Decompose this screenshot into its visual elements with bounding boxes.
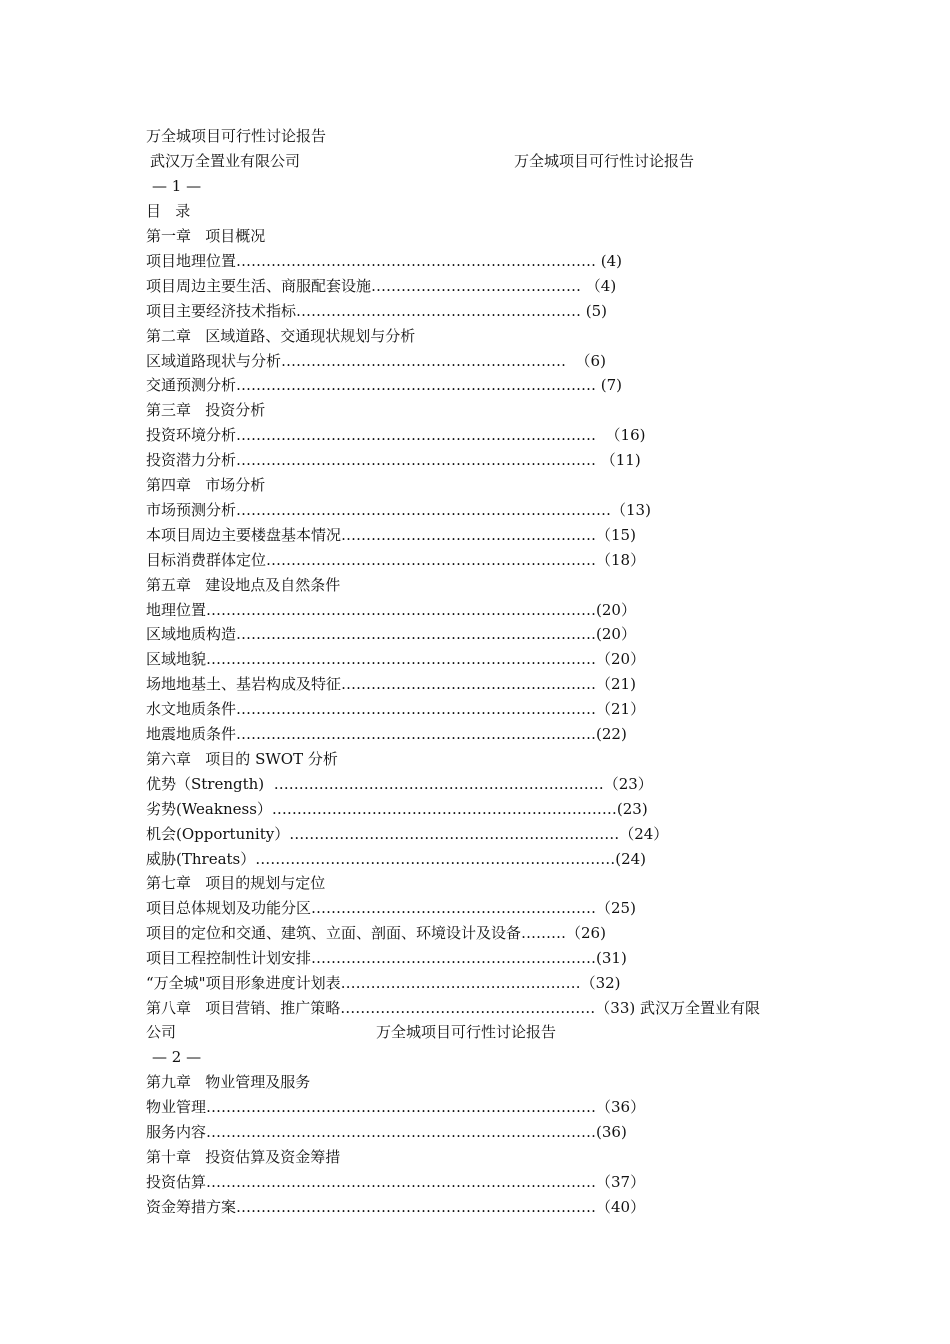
toc-entry: 劣势(Weakness）……………………………………………………………(23) — [146, 799, 648, 818]
toc-entry: 项目地理位置……………………………………………………………… (4) — [146, 251, 623, 270]
toc-entry: 本项目周边主要楼盘基本情况……………………………………………（15) — [146, 525, 636, 544]
toc-entry: 市场预测分析…………………………………………………………………（13) — [146, 500, 651, 519]
toc-entry: 资金筹措方案………………………………………………………………（40） — [146, 1197, 646, 1216]
header-report-title-2: 万全城项目可行性讨论报告 — [376, 1023, 557, 1041]
header-company: 武汉万全置业有限公司 — [150, 152, 301, 170]
toc-entry: 优势（Strength) …………………………………………………………（23） — [146, 774, 653, 793]
toc-entry: 投资估算……………………………………………………………………（37） — [146, 1172, 646, 1191]
toc-entry: 区域地貌……………………………………………………………………（20） — [146, 650, 646, 669]
toc-entry: 机会(Opportunity）…………………………………………………………（24） — [146, 824, 669, 843]
toc-entry: 服务内容……………………………………………………………………(36) — [146, 1122, 627, 1141]
toc-chapter: 第四章 市场分析 — [146, 476, 266, 494]
toc-heading: 目 录 — [146, 202, 191, 220]
page-number-2: — 2 — — [152, 1048, 202, 1066]
toc-chapter: 第三章 投资分析 — [146, 401, 266, 420]
toc-entry: 水文地质条件………………………………………………………………（21） — [146, 700, 646, 719]
toc-entry: 目标消费群体定位…………………………………………………………（18） — [146, 550, 646, 569]
toc-entry: 项目工程控制性计划安排…………………………………………………(31) — [146, 949, 627, 968]
toc-entry: 第八章 项目营销、推广策略……………………………………………（33) 武汉万全置业有限 — [146, 998, 761, 1017]
toc-entry: 项目的定位和交通、建筑、立面、剖面、环境设计及设备………（26) — [146, 924, 606, 943]
toc-chapter: 第七章 项目的规划与定位 — [146, 874, 326, 893]
toc-chapter: 第十章 投资估算及资金筹措 — [146, 1147, 341, 1166]
toc-entry: 物业管理……………………………………………………………………（36） — [146, 1097, 646, 1116]
toc-chapter: 第五章 建设地点及自然条件 — [146, 575, 341, 594]
toc-entry: 项目总体规划及功能分区…………………………………………………（25) — [146, 899, 636, 918]
toc-entry: 投资环境分析……………………………………………………………… （16) — [146, 426, 646, 445]
toc-entry: 交通预测分析……………………………………………………………… (7) — [146, 376, 623, 395]
toc-entry: 区域地质构造………………………………………………………………(20） — [146, 625, 636, 644]
toc-chapter: 第一章 项目概况 — [146, 227, 266, 245]
toc-entry: 场地地基土、基岩构成及特征……………………………………………（21) — [146, 675, 636, 694]
toc-entry: 地理位置……………………………………………………………………(20） — [146, 600, 636, 619]
toc-entry: 地震地质条件………………………………………………………………(22) — [146, 725, 627, 743]
document-title: 万全城项目可行性讨论报告 — [146, 127, 327, 145]
toc-chapter: 第二章 区域道路、交通现状规划与分析 — [146, 326, 416, 345]
toc-chapter: 第六章 项目的 SWOT 分析 — [146, 749, 338, 768]
toc-chapter: 第九章 物业管理及服务 — [146, 1073, 311, 1091]
toc-entry: 项目主要经济技术指标………………………………………………… (5) — [146, 301, 608, 320]
toc-entry: 区域道路现状与分析………………………………………………… （6) — [146, 351, 606, 370]
toc-entry: 项目周边主要生活、商服配套设施…………………………………… （4) — [146, 276, 617, 295]
header-report-title: 万全城项目可行性讨论报告 — [514, 152, 695, 170]
toc-entry: 投资潜力分析……………………………………………………………… （11) — [146, 451, 641, 470]
header-company-cont: 公司 — [146, 1023, 177, 1041]
toc-entry: “万全城"项目形象进度计划表…………………………………………（32) — [146, 974, 621, 992]
toc-entry: 威胁(Threats）………………………………………………………………(24) — [146, 849, 647, 868]
page-number: — 1 — — [152, 177, 202, 195]
